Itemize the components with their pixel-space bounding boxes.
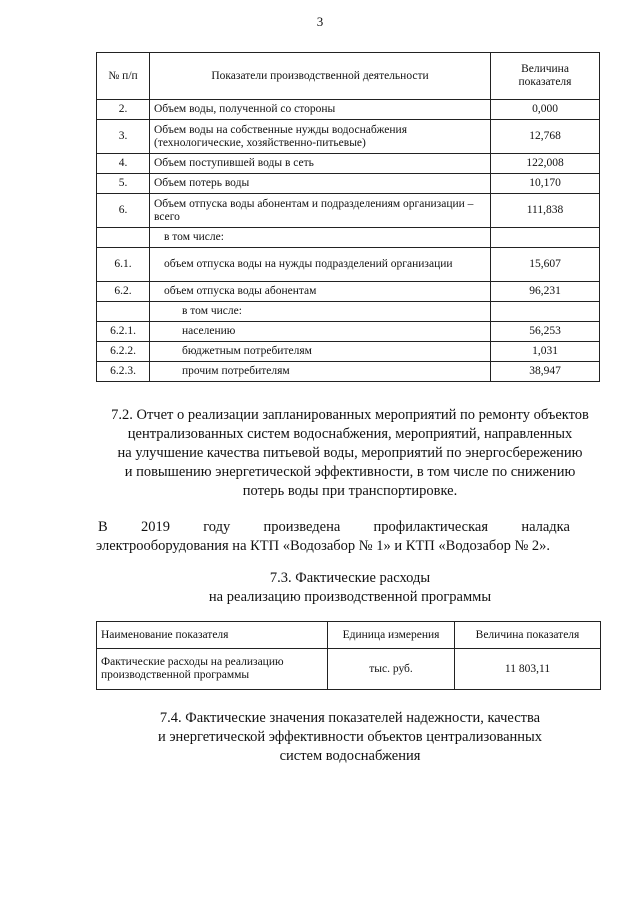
table-row <box>97 282 600 302</box>
table-row <box>97 342 600 362</box>
heading-line: и энергетической эффективности объектов централизованных <box>157 729 543 745</box>
row-value: 122,008 <box>491 154 600 174</box>
paragraph-word: В <box>98 519 108 535</box>
row-name: Объем потерь воды <box>150 174 491 194</box>
row-name: бюджетным потребителям <box>150 342 491 362</box>
table-row <box>97 194 600 228</box>
table-header-row <box>97 53 600 100</box>
heading-line: на улучшение качества питьевой воды, мероприятий по энергосбережению <box>117 445 583 461</box>
header-indicator-name: Наименование показателя <box>97 622 328 649</box>
row-num: 4. <box>97 154 150 174</box>
heading-line: 7.3. Фактические расходы <box>269 570 431 586</box>
row-value: 38,947 <box>491 362 600 382</box>
row-name: прочим потребителям <box>150 362 491 382</box>
table-header-row <box>97 622 601 649</box>
paragraph-word: году <box>203 519 231 535</box>
table-row <box>97 120 600 154</box>
section-7-3-heading <box>60 569 640 607</box>
section-7-2-paragraph <box>98 518 570 556</box>
row-num: 3. <box>97 120 150 154</box>
heading-line: 7.4. Фактические значения показателей надежности, качества <box>159 710 541 726</box>
paragraph-word: 2019 <box>140 519 170 535</box>
table-row <box>97 228 600 248</box>
row-name: населению <box>150 322 491 342</box>
row-name: Фактические расходы на реализацию производственной программы <box>97 649 328 690</box>
row-num: 6.2.1. <box>97 322 150 342</box>
header-unit: Единица измерения <box>328 622 455 649</box>
table-row <box>97 362 600 382</box>
table-row <box>97 248 600 282</box>
row-value: 12,768 <box>491 120 600 154</box>
table-row <box>97 322 600 342</box>
table-row <box>97 649 601 690</box>
header-num: № п/п <box>97 53 150 100</box>
table-row <box>97 154 600 174</box>
page-number: 3 <box>316 14 324 29</box>
row-value: 11 803,11 <box>455 649 601 690</box>
header-name: Показатели производственной деятельности <box>150 53 491 100</box>
paragraph-line-justified <box>98 518 570 537</box>
paragraph-word: профилактическая <box>373 519 489 535</box>
table-row <box>97 302 600 322</box>
expenses-table <box>96 621 601 690</box>
row-value: 96,231 <box>491 282 600 302</box>
row-name: Объем отпуска воды абонентам и подразделениям организации – всего <box>150 194 491 228</box>
heading-line: и повышению энергетической эффективности, в том числе по снижению <box>124 464 576 480</box>
paragraph-word: наладка <box>521 519 570 535</box>
row-name: объем отпуска воды абонентам <box>150 282 491 302</box>
row-value: 111,838 <box>491 194 600 228</box>
row-name: Объем воды на собственные нужды водоснабжения (технологические, хозяйственно-питьевые) <box>150 120 491 154</box>
row-num: 6.2. <box>97 282 150 302</box>
heading-line: централизованных систем водоснабжения, мероприятий, направленных <box>127 426 573 442</box>
row-value: 0,000 <box>491 100 600 120</box>
paragraph-line: электрооборудования на КТП «Водозабор № 1» и КТП «Водозабор № 2». <box>96 538 551 554</box>
row-num <box>97 228 150 248</box>
row-num: 6. <box>97 194 150 228</box>
row-num <box>97 302 150 322</box>
row-name: в том числе: <box>150 302 491 322</box>
header-value: Величина показателя <box>455 622 601 649</box>
heading-line: систем водоснабжения <box>279 748 421 764</box>
heading-line: на реализацию производственной программы <box>208 589 492 605</box>
row-num: 6.1. <box>97 248 150 282</box>
heading-line: потерь воды при транспортировке. <box>242 483 458 499</box>
row-value: 56,253 <box>491 322 600 342</box>
section-7-2-heading <box>60 406 640 501</box>
row-value: 10,170 <box>491 174 600 194</box>
heading-line: 7.2. Отчет о реализации запланированных мероприятий по ремонту объектов <box>111 407 589 423</box>
row-unit: тыс. руб. <box>328 649 455 690</box>
row-name: объем отпуска воды на нужды подразделений организации <box>150 248 491 282</box>
row-value <box>491 302 600 322</box>
header-value: Величина показателя <box>491 53 600 100</box>
row-num: 6.2.2. <box>97 342 150 362</box>
row-name: в том числе: <box>150 228 491 248</box>
table-row <box>97 174 600 194</box>
table-row <box>97 100 600 120</box>
row-name: Объем воды, полученной со стороны <box>150 100 491 120</box>
section-7-4-heading <box>60 709 640 766</box>
paragraph-word: произведена <box>263 519 341 535</box>
row-num: 6.2.3. <box>97 362 150 382</box>
row-value: 15,607 <box>491 248 600 282</box>
production-indicators-table <box>96 52 600 382</box>
row-value: 1,031 <box>491 342 600 362</box>
row-num: 5. <box>97 174 150 194</box>
row-num: 2. <box>97 100 150 120</box>
row-name: Объем поступившей воды в сеть <box>150 154 491 174</box>
row-value <box>491 228 600 248</box>
